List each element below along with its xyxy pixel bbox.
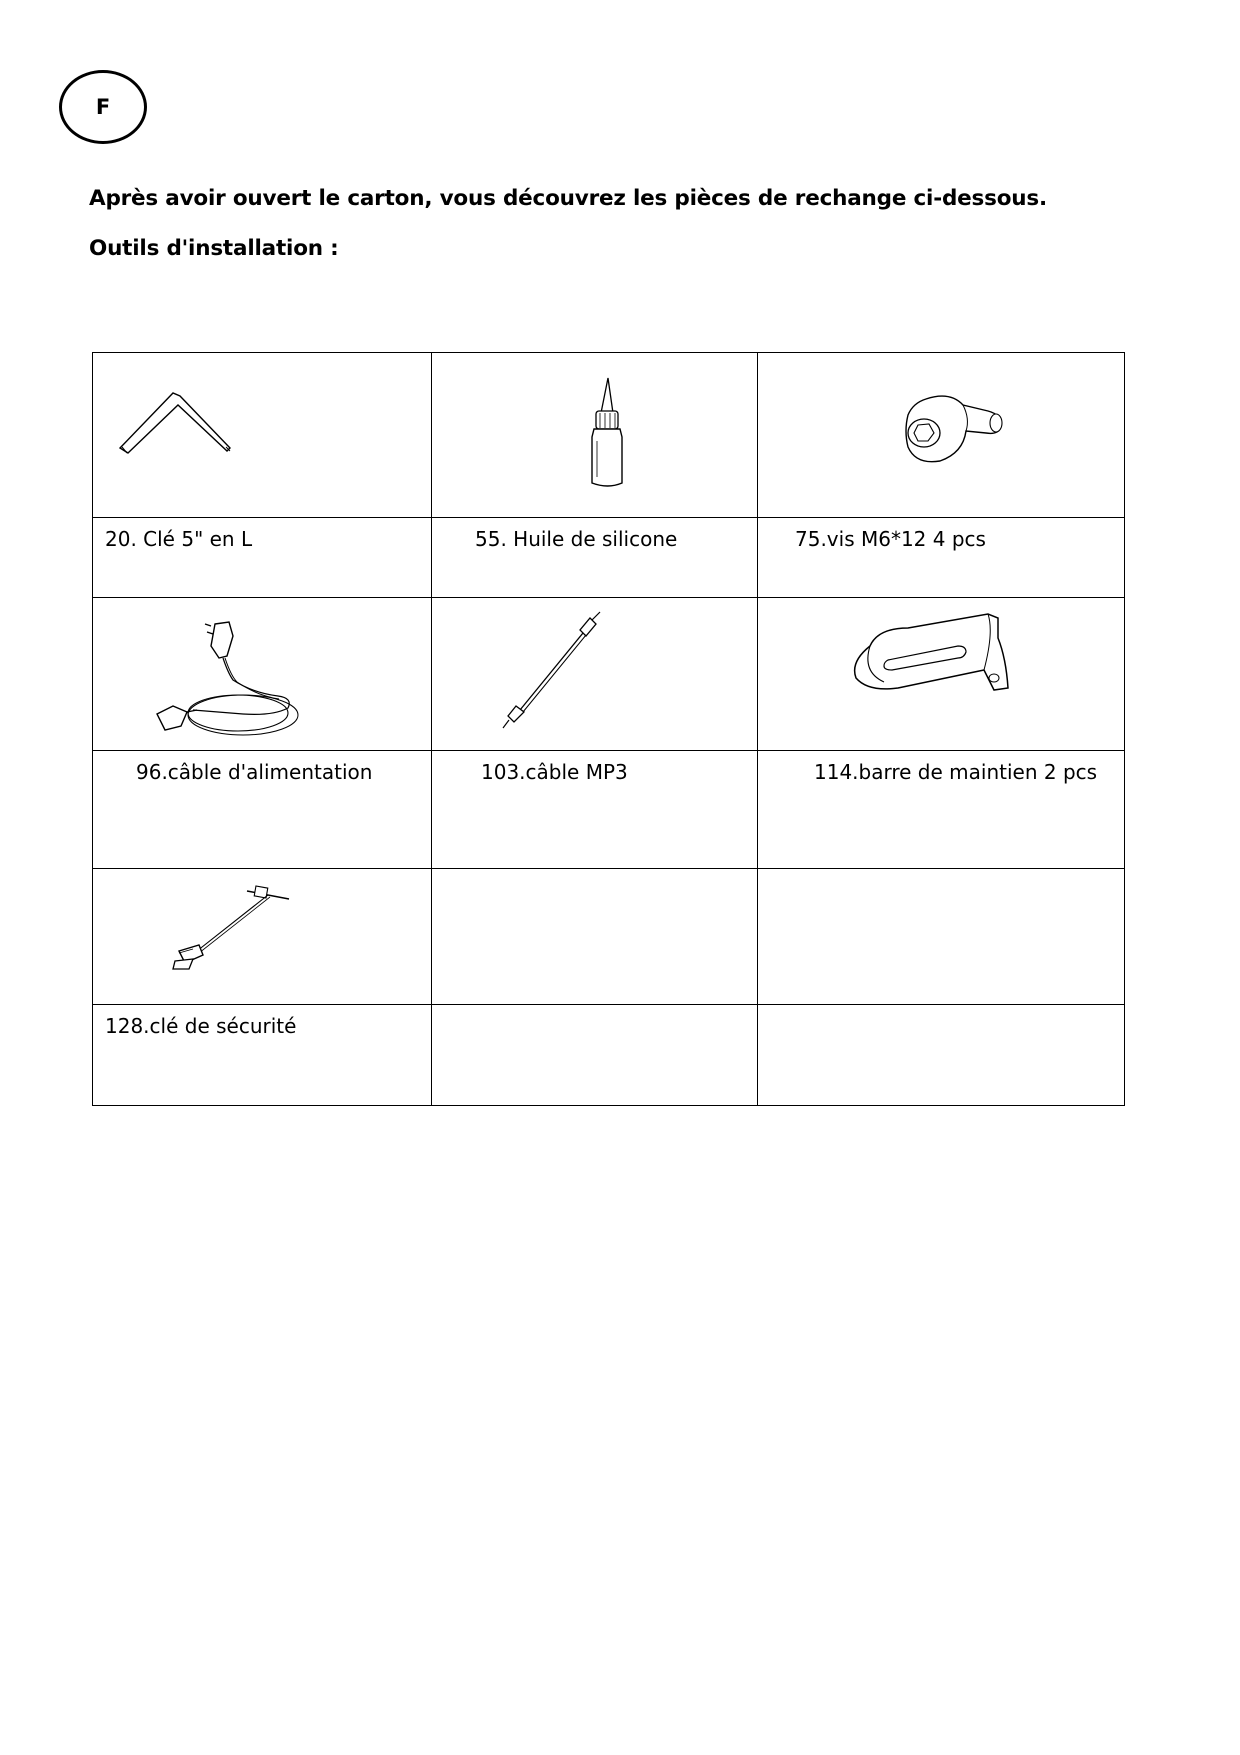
- parts-image-row: [93, 353, 1125, 518]
- part-label: 114.barre de maintien 2 pcs: [814, 760, 1098, 784]
- part-image-cell: [93, 869, 432, 1005]
- part-image-cell: [93, 598, 432, 751]
- part-label-cell: [93, 1005, 432, 1106]
- part-label-cell: [93, 518, 432, 598]
- silicone-oil-bottle-icon: [432, 353, 758, 518]
- part-image-cell: [758, 353, 1125, 518]
- empty-cell: [432, 869, 758, 1005]
- part-label-cell: [758, 751, 1125, 869]
- mp3-cable-icon: [432, 598, 758, 751]
- part-image-cell: [432, 598, 758, 751]
- part-label-cell: [432, 518, 758, 598]
- page-heading: Après avoir ouvert le carton, vous découvrez les pièces de rechange ci-dessous.: [89, 186, 1047, 211]
- part-label: 55. Huile de silicone: [475, 527, 678, 551]
- part-label: 128.clé de sécurité: [105, 1014, 297, 1038]
- page-subheading: Outils d'installation :: [89, 236, 339, 261]
- empty-cell: [758, 1005, 1125, 1106]
- parts-label-row: [93, 1005, 1125, 1106]
- part-image-cell: [93, 353, 432, 518]
- part-label: 20. Clé 5" en L: [105, 527, 253, 551]
- support-bar-icon: [758, 598, 1125, 751]
- parts-table: [92, 352, 1125, 1106]
- part-image-cell: [758, 598, 1125, 751]
- part-label-cell: [93, 751, 432, 869]
- part-image-cell: [432, 353, 758, 518]
- l-key-icon: [93, 353, 432, 518]
- parts-image-row: [93, 869, 1125, 1005]
- part-label: 75.vis M6*12 4 pcs: [795, 527, 986, 551]
- language-badge: [59, 70, 147, 144]
- empty-cell: [432, 1005, 758, 1106]
- part-label-cell: [758, 518, 1125, 598]
- parts-label-row: [93, 751, 1125, 869]
- parts-label-row: [93, 518, 1125, 598]
- part-label: 103.câble MP3: [481, 760, 628, 784]
- part-label-cell: [432, 751, 758, 869]
- power-cable-icon: [93, 598, 432, 751]
- empty-cell: [758, 869, 1125, 1005]
- part-label: 96.câble d'alimentation: [136, 760, 373, 784]
- hex-socket-screw-icon: [758, 353, 1125, 518]
- safety-key-icon: [93, 869, 432, 1005]
- parts-image-row: [93, 598, 1125, 751]
- language-letter: F: [95, 95, 111, 119]
